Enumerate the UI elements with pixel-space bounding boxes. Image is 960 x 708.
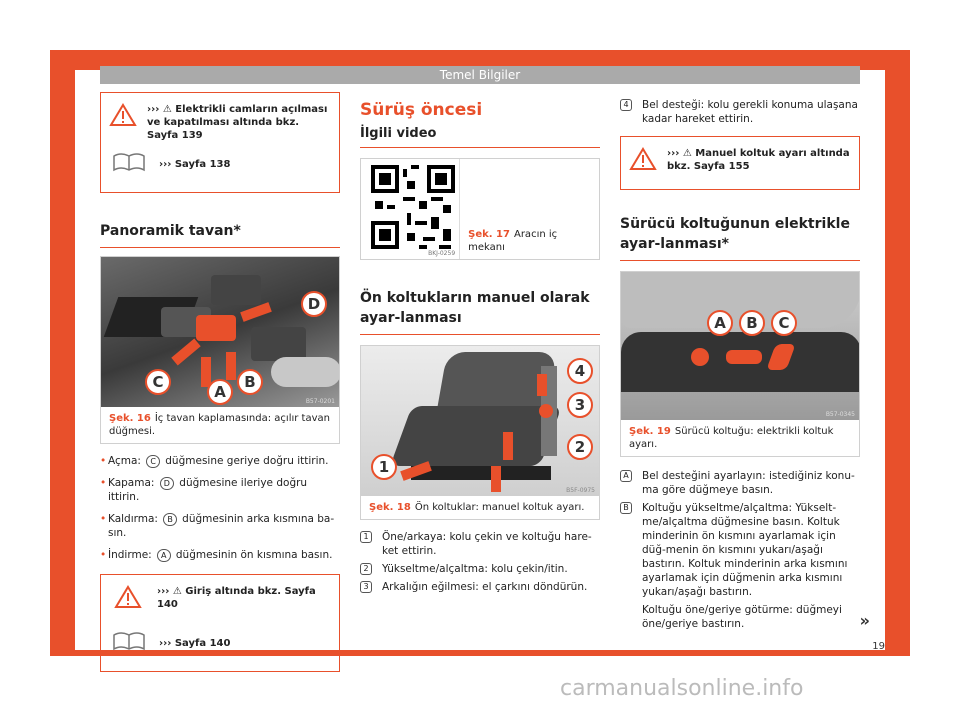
- callout-b: B: [237, 369, 263, 395]
- figure-caption-text: Ön koltuklar: manuel koltuk ayarı.: [414, 502, 585, 513]
- warning-box-bottom: [100, 574, 340, 672]
- callout-a: A: [207, 379, 233, 405]
- figure-caption: [621, 420, 859, 456]
- reference-text: ››› Sayfa 138: [159, 159, 231, 170]
- roof-switch-image: [101, 257, 339, 407]
- list-item: 3 Arkalığın eğilmesi: el çarkını döndürün.: [360, 580, 600, 594]
- figure-16: [100, 256, 340, 444]
- figure-code: B5F-0975: [566, 487, 595, 494]
- column-right: [620, 92, 860, 635]
- list-item: Koltuğu öne/geriye götürme: düğmeyi öne/geriye bastırın.: [642, 604, 842, 630]
- lumbar-step: [620, 98, 860, 126]
- figure-code: B57-0345: [825, 411, 855, 418]
- step-number: 4: [620, 99, 632, 111]
- list-item: • Açma: C düğmesine geriye doğru ittirin.: [100, 454, 340, 468]
- warning-triangle-icon: [629, 147, 657, 171]
- figure-19: [620, 271, 860, 457]
- letter-badge: C: [146, 455, 160, 468]
- figure-caption-text: Aracın iç mekanı: [468, 229, 558, 253]
- callout-2: 2: [567, 434, 593, 460]
- list-item: 4 Bel desteği: kolu gerekli konuma ulaşana kadar hareket ettirin.: [620, 98, 860, 126]
- continue-arrow: »: [859, 611, 870, 630]
- manual-seat-steps: [360, 530, 600, 594]
- callout-1: 1: [371, 454, 397, 480]
- figure-17: [360, 158, 600, 260]
- subtitle-video: İlgili video: [360, 126, 600, 148]
- list-item: • Kapama: D düğmesine ileriye doğru ittirin.: [100, 476, 340, 504]
- list-item: • Kaldırma: B düğmesinin arka kısmına ba-sın.: [100, 512, 340, 540]
- page-header: Temel Bilgiler: [100, 66, 860, 84]
- figure-caption-text: Sürücü koltuğu: elektrikli koltuk ayarı.: [629, 426, 834, 450]
- warning-text: ››› ⚠ Giriş altında bkz. Sayfa 140: [157, 586, 316, 610]
- figure-number: Şek. 19: [629, 426, 671, 437]
- electric-seat-image: [621, 272, 859, 420]
- main-title: Sürüş öncesi: [360, 100, 483, 120]
- page-number: 19: [872, 641, 885, 652]
- figure-caption: [460, 223, 599, 259]
- manual-book-icon: [111, 629, 147, 651]
- callout-b: B: [739, 310, 765, 336]
- warning-box-top: [100, 92, 340, 193]
- callout-a: A: [707, 310, 733, 336]
- list-item: 2 Yükseltme/alçaltma: kolu çekin/itin.: [360, 562, 600, 576]
- step-number: 1: [360, 531, 372, 543]
- step-number: 3: [360, 581, 372, 593]
- callout-c: C: [145, 369, 171, 395]
- warning-triangle-icon: [109, 103, 137, 127]
- section-title-electric-seat: Sürücü koltuğunun elektrikle ayar-lanması*: [620, 214, 860, 261]
- figure-number: Şek. 18: [369, 502, 411, 513]
- roof-actions-list: [100, 454, 340, 562]
- callout-d: D: [301, 291, 327, 317]
- letter-badge: D: [160, 477, 174, 490]
- step-letter: A: [620, 470, 632, 482]
- warning-text: ››› ⚠ Elektrikli camların açılması ve kapatılması altında bkz. Sayfa 139: [147, 104, 328, 141]
- step-letter: B: [620, 502, 632, 514]
- list-item: B Koltuğu yükseltme/alçaltma: Yükselt-me/alçaltma düğmesine basın. Koltuk minderinin ön kısmını ayarlamak için düğ-menin ön kısmını yukarı/aşağı bastırın. Koltuk minderinin arka kısmını ayarlamak için düğmenin arka kısmını yukarı/aşağı bastırın.: [620, 501, 860, 599]
- watermark: carmanualsonline.info: [560, 676, 804, 701]
- callout-4: 4: [567, 358, 593, 384]
- figure-18: [360, 345, 600, 520]
- figure-code: B57-0201: [305, 398, 335, 405]
- letter-badge: A: [157, 549, 170, 562]
- section-title-panoramic: Panoramik tavan*: [100, 221, 340, 248]
- list-item: 1 Öne/arkaya: kolu çekin ve koltuğu hare-ket ettirin.: [360, 530, 600, 558]
- list-item: A Bel desteğini ayarlayın: istediğiniz konu-ma göre düğmeye basın.: [620, 469, 860, 497]
- column-middle: [360, 92, 600, 598]
- figure-code: BKJ-0259: [428, 250, 456, 257]
- figure-caption: [361, 496, 599, 519]
- figure-number: Şek. 17: [468, 229, 510, 240]
- warning-triangle-icon: [114, 585, 142, 609]
- figure-caption-text: İç tavan kaplamasında: açılır tavan düğmesi.: [109, 413, 330, 437]
- qr-code: [361, 159, 460, 259]
- manual-book-icon: [111, 150, 147, 172]
- manual-seat-image: [361, 346, 599, 496]
- callout-c: C: [771, 310, 797, 336]
- step-number: 2: [360, 563, 372, 575]
- figure-caption: [101, 407, 339, 443]
- letter-badge: B: [163, 513, 177, 526]
- warning-box-seat: [620, 136, 860, 190]
- warning-text: ››› ⚠ Manuel koltuk ayarı altında bkz. Sayfa 155: [667, 148, 850, 172]
- reference-text: ››› Sayfa 140: [159, 638, 231, 649]
- figure-number: Şek. 16: [109, 413, 151, 424]
- list-item: • İndirme: A düğmesinin ön kısmına basın.: [100, 548, 340, 562]
- electric-seat-steps: [620, 469, 860, 631]
- column-left: [100, 92, 340, 672]
- section-title-manual-seat: Ön koltukların manuel olarak ayar-lanması: [360, 288, 600, 335]
- qr-code-icon: [371, 165, 455, 249]
- callout-3: 3: [567, 392, 593, 418]
